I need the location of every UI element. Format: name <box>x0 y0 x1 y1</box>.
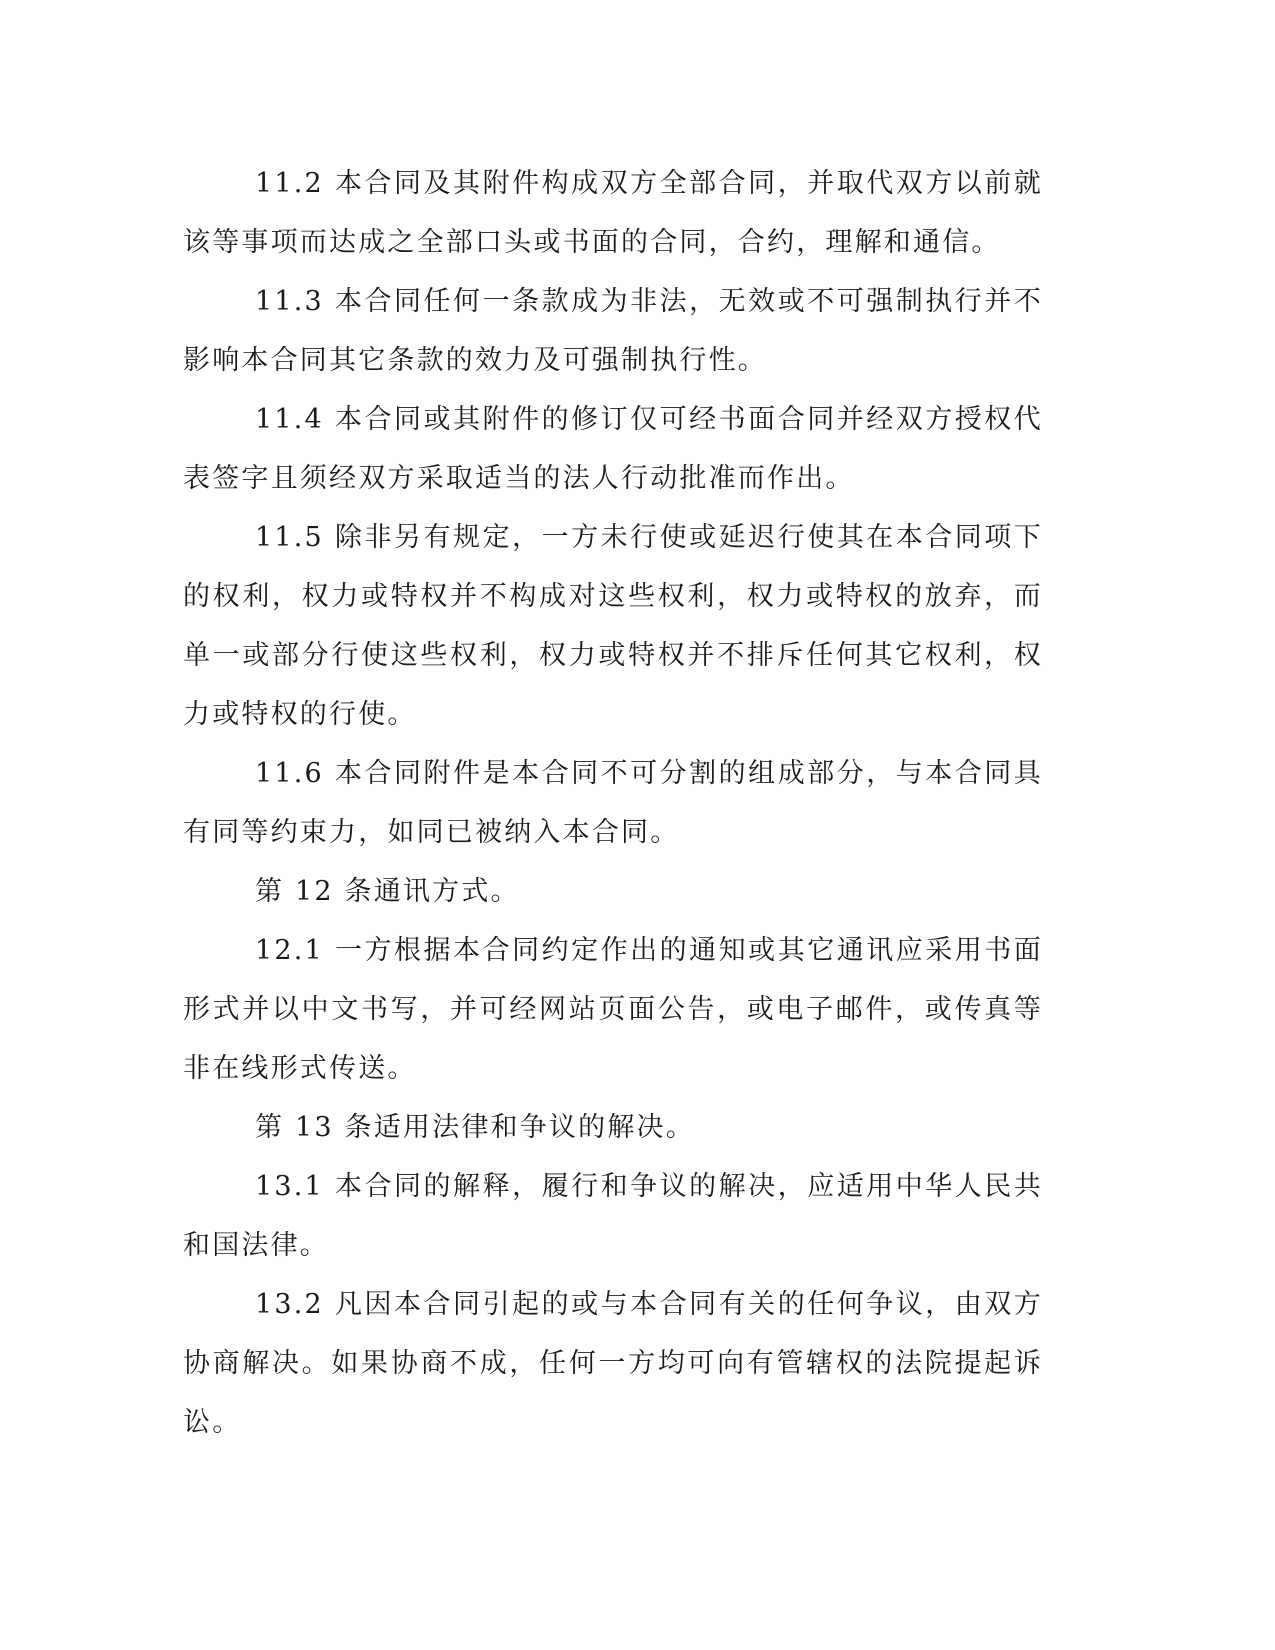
clause-11-4: 11.4 本合同或其附件的修订仅可经书面合同并经双方授权代表签字且须经双方采取适当的法人行动批准而作出。 <box>183 404 1043 494</box>
clause-11-5: 11.5 除非另有规定，一方未行使或延迟行使其在本合同项下的权利，权力或特权并不构成对这些权利，权力或特权的放弃，而单一或部分行使这些权利，权力或特权并不排斥任何其它权利，权力或特权的行使。 <box>183 522 1043 730</box>
document-body <box>183 154 1043 1452</box>
clause-13-2: 13.2 凡因本合同引起的或与本合同有关的任何争议，由双方协商解决。如果协商不成，任何一方均可向有管辖权的法院提起诉讼。 <box>183 1289 1043 1438</box>
clause-13-1: 13.1 本合同的解释，履行和争议的解决，应适用中华人民共和国法律。 <box>183 1171 1043 1261</box>
article-12-heading: 第 12 条通讯方式。 <box>255 876 520 907</box>
article-13-heading: 第 13 条适用法律和争议的解决。 <box>255 1112 695 1143</box>
clause-11-6: 11.6 本合同附件是本合同不可分割的组成部分，与本合同具有同等约束力，如同已被纳入本合同。 <box>183 758 1043 848</box>
clause-11-2: 11.2 本合同及其附件构成双方全部合同，并取代双方以前就该等事项而达成之全部口头或书面的合同，合约，理解和通信。 <box>183 168 1043 258</box>
clause-12-1: 12.1 一方根据本合同约定作出的通知或其它通讯应采用书面形式并以中文书写，并可经网站页面公告，或电子邮件，或传真等非在线形式传送。 <box>183 935 1043 1084</box>
clause-11-3: 11.3 本合同任何一条款成为非法，无效或不可强制执行并不影响本合同其它条款的效力及可强制执行性。 <box>183 286 1043 376</box>
